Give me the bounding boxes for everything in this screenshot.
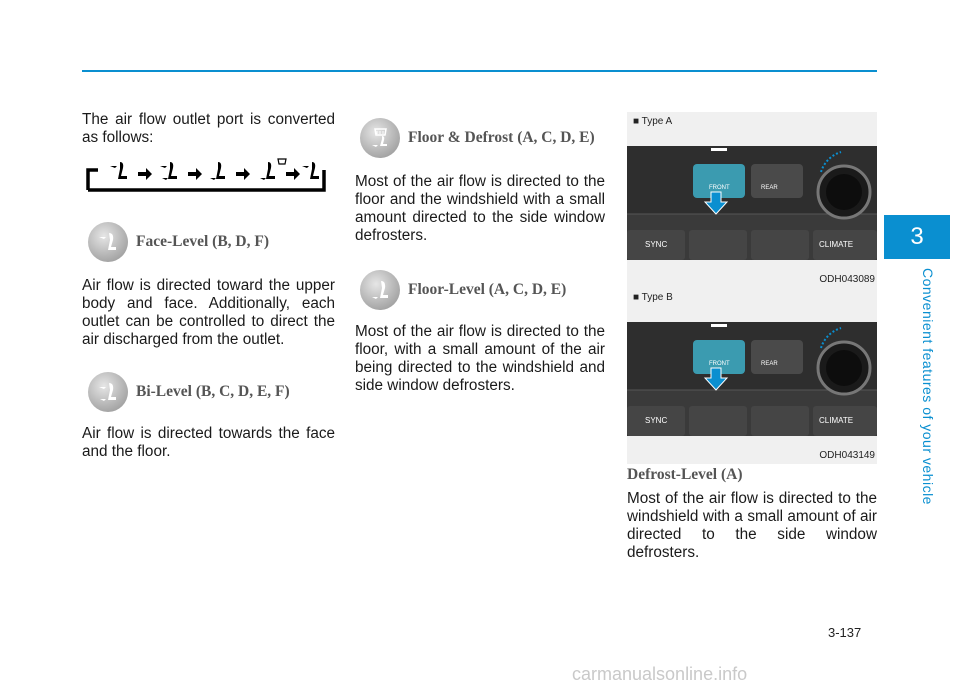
climate-panel-image-b <box>627 322 877 436</box>
sync-button-label: SYNC <box>645 240 668 249</box>
rear-button-label: REAR <box>761 185 778 191</box>
type-b-label: ■ Type B <box>633 292 673 303</box>
floor-defrost-icon <box>360 118 400 158</box>
type-a-code: ODH043089 <box>819 274 875 285</box>
defrost-level-title: Defrost-Level (A) <box>627 466 743 483</box>
intro-text: The air flow outlet port is converted as follows: <box>82 111 335 146</box>
watermark-text: carmanualsonline.info <box>572 664 748 684</box>
face-level-icon <box>88 222 128 262</box>
type-a-label: ■ Type A <box>633 116 673 127</box>
type-b-panel-figure <box>627 288 877 464</box>
climate-button-label: CLIMATE <box>819 416 854 425</box>
top-rule <box>82 70 877 72</box>
mode-sequence-diagram <box>82 156 332 196</box>
chapter-title: Convenient features of your vehicle <box>920 268 936 505</box>
floor-level-title: Floor-Level (A, C, D, E) <box>408 281 567 298</box>
floor-defrost-heading-row <box>360 118 595 158</box>
type-b-code: ODH043149 <box>819 450 875 461</box>
sync-button-label: SYNC <box>645 416 668 425</box>
floor-level-text: Most of the air flow is directed to the floor, with a small amount of the air being directed to the windshield and side window defrosters. <box>355 323 605 394</box>
chapter-number-tab: 3 <box>884 215 950 259</box>
floor-level-heading-row <box>360 270 566 310</box>
floor-defrost-title: Floor & Defrost (A, C, D, E) <box>408 129 595 146</box>
face-level-text: Air flow is directed toward the upper body and face. Additionally, each outlet can be controlled to direct the air discharged from the outlet. <box>82 277 335 348</box>
defrost-level-text: Most of the air flow is directed to the windshield with a small amount of air directed to the side window defrosters. <box>627 490 877 561</box>
type-a-panel-figure <box>627 112 877 288</box>
bi-level-heading-row <box>88 372 290 412</box>
face-mode-icon <box>110 162 127 179</box>
floor-level-icon <box>360 270 400 310</box>
climate-button-label: CLIMATE <box>819 240 854 249</box>
face-level-heading-row <box>88 222 269 262</box>
rear-button-label: REAR <box>761 361 778 367</box>
face-level-title: Face-Level (B, D, F) <box>136 233 269 250</box>
front-button-label: FRONT <box>709 361 730 367</box>
front-button-label: FRONT <box>709 185 730 191</box>
bi-level-icon <box>88 372 128 412</box>
arrow-icon <box>138 168 152 180</box>
page-number: 3-137 <box>828 625 862 640</box>
climate-panel-image-a <box>627 146 877 260</box>
bi-level-title: Bi-Level (B, C, D, E, F) <box>136 383 290 400</box>
bilevel-mode-icon <box>160 162 177 180</box>
bi-level-text: Air flow is directed towards the face and the floor. <box>82 425 335 460</box>
floor-defrost-mode-icon <box>260 159 286 180</box>
floor-mode-icon <box>210 162 225 180</box>
floor-defrost-text: Most of the air flow is directed to the floor and the windshield with a small amount directed to the side window defrosters. <box>355 173 605 244</box>
